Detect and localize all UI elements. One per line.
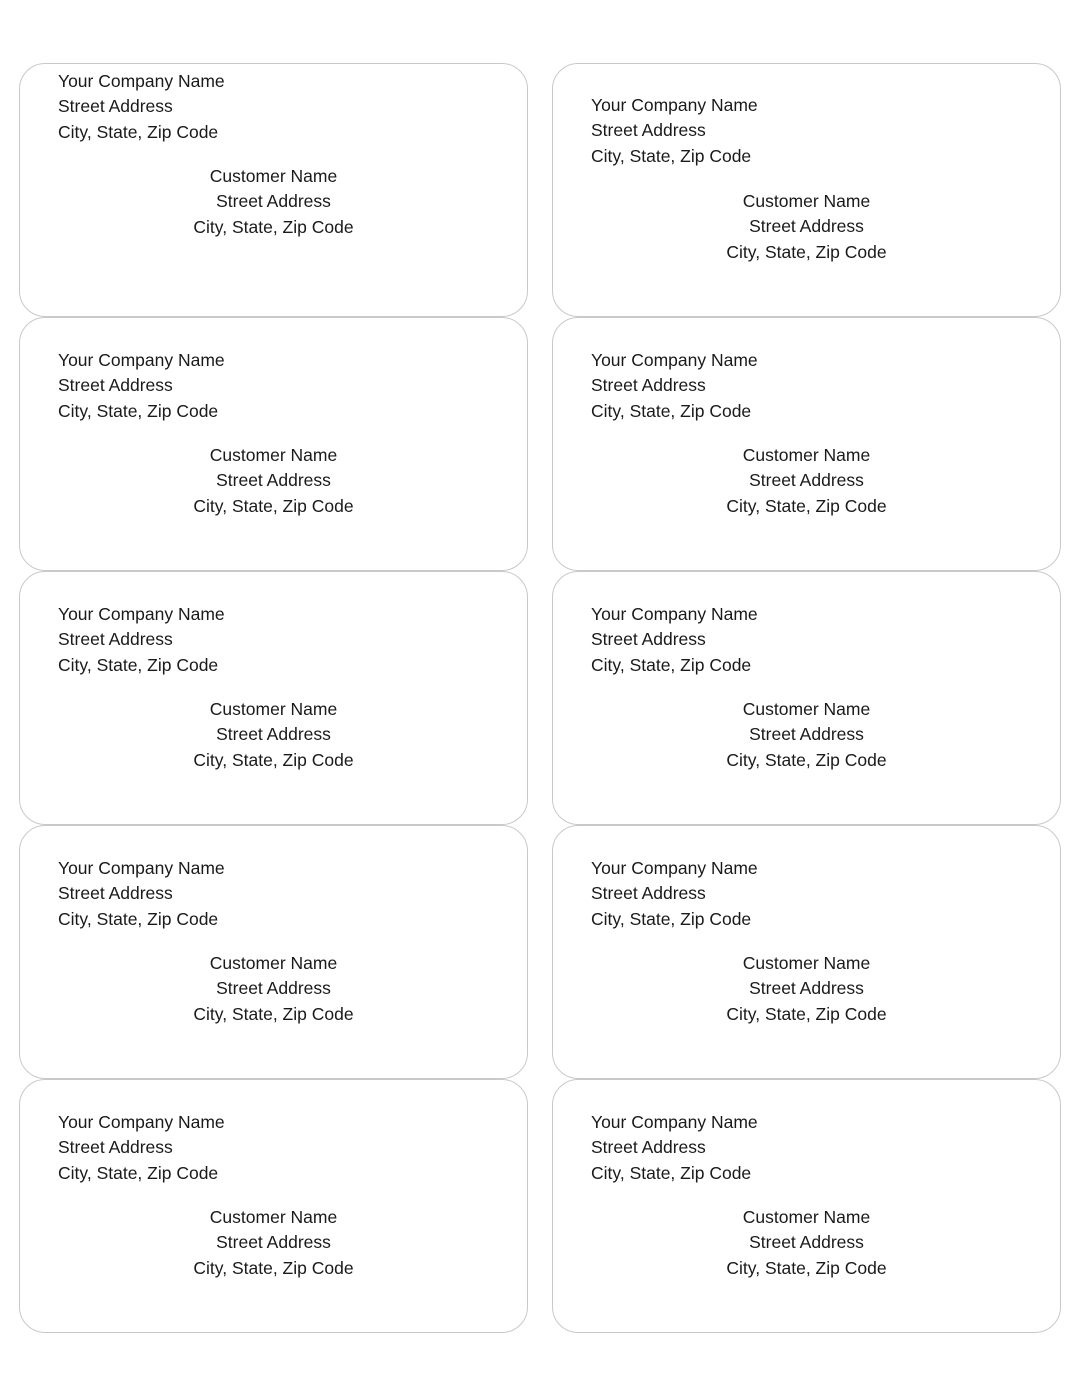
mailing-label-10 bbox=[552, 1079, 1061, 1333]
sender-street-address: Street Address bbox=[58, 883, 173, 904]
recipient-city-state-zip: City, State, Zip Code bbox=[726, 1003, 887, 1024]
recipient-address bbox=[553, 697, 1060, 773]
sender-address bbox=[591, 348, 758, 424]
sender-city-state-zip: City, State, Zip Code bbox=[58, 654, 219, 675]
recipient-street-address: Street Address bbox=[749, 724, 864, 745]
recipient-address bbox=[20, 951, 527, 1027]
sender-company-name: Your Company Name bbox=[591, 1112, 758, 1132]
mailing-label-3 bbox=[19, 317, 528, 571]
sender-city-state-zip: City, State, Zip Code bbox=[591, 400, 752, 421]
sender-street-address: Street Address bbox=[58, 1137, 173, 1158]
recipient-address bbox=[553, 443, 1060, 519]
sender-street-address: Street Address bbox=[591, 120, 706, 141]
sender-address bbox=[591, 1110, 758, 1186]
sender-address bbox=[591, 856, 758, 932]
recipient-city-state-zip: City, State, Zip Code bbox=[726, 241, 887, 262]
sender-city-state-zip: City, State, Zip Code bbox=[58, 121, 219, 142]
sender-address bbox=[591, 93, 758, 169]
recipient-street-address: Street Address bbox=[216, 724, 331, 745]
sender-company-name: Your Company Name bbox=[591, 858, 758, 878]
recipient-address bbox=[20, 164, 527, 240]
sender-company-name: Your Company Name bbox=[58, 350, 225, 370]
recipient-city-state-zip: City, State, Zip Code bbox=[193, 495, 354, 516]
sender-city-state-zip: City, State, Zip Code bbox=[58, 400, 219, 421]
sender-address bbox=[58, 69, 225, 145]
recipient-street-address: Street Address bbox=[216, 978, 331, 999]
mailing-label-4 bbox=[552, 317, 1061, 571]
label-sheet bbox=[19, 63, 1061, 1333]
recipient-street-address: Street Address bbox=[216, 191, 331, 212]
recipient-address bbox=[20, 443, 527, 519]
sender-street-address: Street Address bbox=[591, 629, 706, 650]
mailing-label-5 bbox=[19, 571, 528, 825]
recipient-name: Customer Name bbox=[742, 699, 871, 719]
sender-company-name: Your Company Name bbox=[591, 95, 758, 115]
sender-city-state-zip: City, State, Zip Code bbox=[591, 654, 752, 675]
recipient-city-state-zip: City, State, Zip Code bbox=[193, 216, 354, 237]
sender-company-name: Your Company Name bbox=[591, 604, 758, 624]
mailing-label-8 bbox=[552, 825, 1061, 1079]
sender-street-address: Street Address bbox=[58, 96, 173, 117]
sender-city-state-zip: City, State, Zip Code bbox=[591, 1162, 752, 1183]
sender-street-address: Street Address bbox=[58, 629, 173, 650]
sender-city-state-zip: City, State, Zip Code bbox=[58, 1162, 219, 1183]
recipient-street-address: Street Address bbox=[749, 216, 864, 237]
mailing-label-9 bbox=[19, 1079, 528, 1333]
sender-company-name: Your Company Name bbox=[58, 71, 225, 91]
mailing-label-6 bbox=[552, 571, 1061, 825]
mailing-label-7 bbox=[19, 825, 528, 1079]
sender-city-state-zip: City, State, Zip Code bbox=[591, 908, 752, 929]
recipient-city-state-zip: City, State, Zip Code bbox=[193, 749, 354, 770]
recipient-name: Customer Name bbox=[209, 1207, 338, 1227]
recipient-city-state-zip: City, State, Zip Code bbox=[193, 1003, 354, 1024]
recipient-address bbox=[20, 1205, 527, 1281]
sender-street-address: Street Address bbox=[591, 1137, 706, 1158]
recipient-street-address: Street Address bbox=[749, 470, 864, 491]
sender-address bbox=[58, 348, 225, 424]
recipient-street-address: Street Address bbox=[749, 978, 864, 999]
sender-company-name: Your Company Name bbox=[58, 604, 225, 624]
recipient-name: Customer Name bbox=[742, 191, 871, 211]
sender-street-address: Street Address bbox=[591, 375, 706, 396]
mailing-label-1 bbox=[19, 63, 528, 317]
recipient-name: Customer Name bbox=[209, 445, 338, 465]
mailing-label-2 bbox=[552, 63, 1061, 317]
sender-address bbox=[58, 602, 225, 678]
recipient-name: Customer Name bbox=[742, 953, 871, 973]
recipient-street-address: Street Address bbox=[216, 1232, 331, 1253]
recipient-city-state-zip: City, State, Zip Code bbox=[726, 1257, 887, 1278]
recipient-address bbox=[553, 951, 1060, 1027]
recipient-city-state-zip: City, State, Zip Code bbox=[726, 749, 887, 770]
sender-company-name: Your Company Name bbox=[58, 858, 225, 878]
recipient-street-address: Street Address bbox=[216, 470, 331, 491]
sender-city-state-zip: City, State, Zip Code bbox=[591, 145, 752, 166]
recipient-city-state-zip: City, State, Zip Code bbox=[193, 1257, 354, 1278]
sender-company-name: Your Company Name bbox=[591, 350, 758, 370]
sender-address bbox=[591, 602, 758, 678]
sender-street-address: Street Address bbox=[591, 883, 706, 904]
recipient-city-state-zip: City, State, Zip Code bbox=[726, 495, 887, 516]
sender-address bbox=[58, 856, 225, 932]
recipient-name: Customer Name bbox=[742, 1207, 871, 1227]
recipient-street-address: Street Address bbox=[749, 1232, 864, 1253]
recipient-name: Customer Name bbox=[209, 699, 338, 719]
sender-city-state-zip: City, State, Zip Code bbox=[58, 908, 219, 929]
recipient-name: Customer Name bbox=[209, 953, 338, 973]
recipient-name: Customer Name bbox=[209, 166, 338, 186]
recipient-name: Customer Name bbox=[742, 445, 871, 465]
recipient-address bbox=[20, 697, 527, 773]
sender-company-name: Your Company Name bbox=[58, 1112, 225, 1132]
sender-street-address: Street Address bbox=[58, 375, 173, 396]
recipient-address bbox=[553, 1205, 1060, 1281]
recipient-address bbox=[553, 189, 1060, 265]
sender-address bbox=[58, 1110, 225, 1186]
